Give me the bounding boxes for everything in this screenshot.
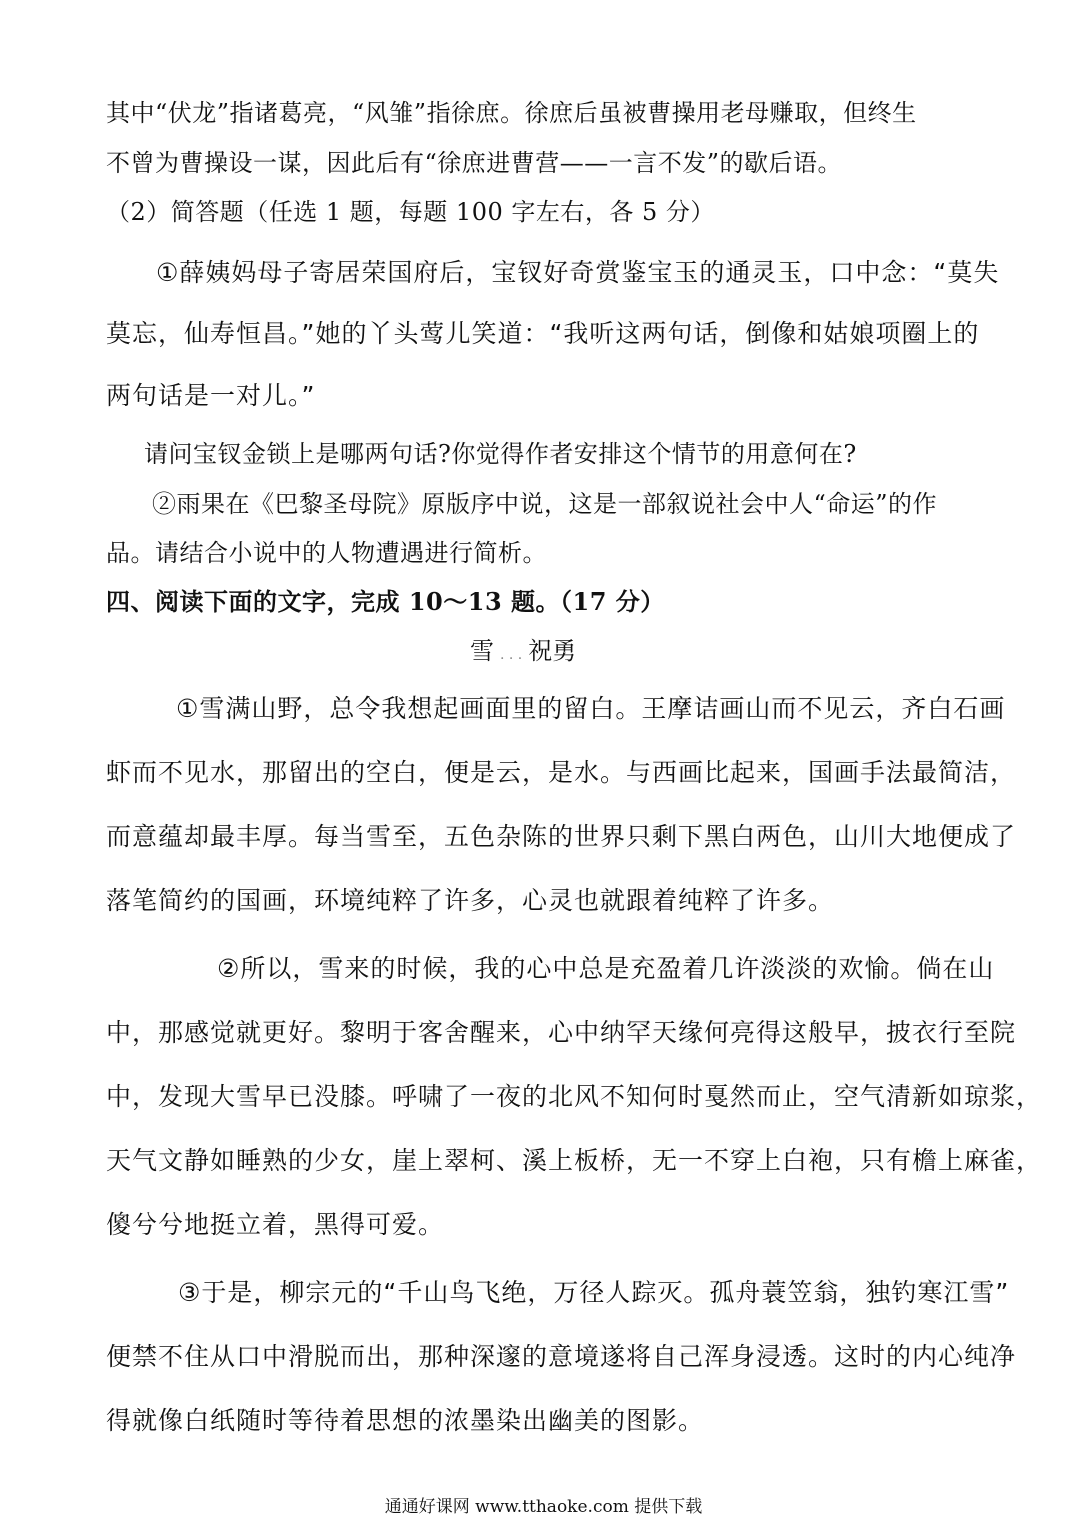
article-p2-line-5: 傻兮兮地挺立着，黑得可爱。 (106, 1210, 445, 1239)
q2-item1-line-1: ①薛姨妈母子寄居荣国府后，宝钗好奇赏鉴宝玉的通灵玉，口中念：“莫失 (156, 258, 1000, 287)
q2-item2-line-2: 品。请结合小说中的人物遭遇进行简析。 (106, 539, 547, 567)
article-p2-line-4: 天气文静如睡熟的少女，崖上翠柯、溪上板桥，无一不穿上白袍，只有檐上麻雀， (106, 1146, 1043, 1175)
article-p2-line-1: ②所以，雪来的时候，我的心中总是充盈着几许淡淡的欢愉。倘在山 (217, 954, 995, 983)
article-p3-line-3: 得就像白纸随时等待着思想的浓墨染出幽美的图影。 (106, 1406, 705, 1435)
article-p3-line-1: ③于是，柳宗元的“千山鸟飞绝，万径人踪灭。孤舟蓑笠翁，独钓寒江雪” (178, 1278, 1010, 1307)
q2-item1-question: 请问宝钗金锁上是哪两句话?你觉得作者安排这个情节的用意何在? (144, 440, 857, 468)
article-p1-line-1: ①雪满山野，总令我想起画面里的留白。王摩诘画山而不见云，齐白石画 (176, 694, 1006, 723)
q2-item1-line-3: 两句话是一对儿。” (106, 381, 316, 410)
article-title-text: 雪 (470, 637, 494, 665)
q2-header: （2）简答题（任选 1 题，每题 100 字左右，各 5 分） (106, 198, 715, 226)
q2-item1-line-2: 莫忘，仙寿恒昌。”她的丫头莺儿笑道：“我听这两句话，倒像和姑娘项圈上的 (106, 319, 980, 348)
article-p1-line-4: 落笔简约的国画，环境纯粹了许多，心灵也就跟着纯粹了许多。 (106, 886, 835, 915)
intro-line-2: 不曾为曹操设一谋，因此后有“徐庶进曹营——一言不发”的歇后语。 (106, 149, 843, 177)
title-dots: . . . (500, 647, 523, 663)
article-p1-line-2: 虾而不见水，那留出的空白，便是云，是水。与西画比起来，国画手法最简洁， (106, 758, 1017, 787)
page-footer: 通通好课网 www.tthaoke.com 提供下载 (384, 1497, 703, 1517)
article-title (470, 636, 576, 670)
article-p3-line-2: 便禁不住从口中滑脱而出，那种深邃的意境遂将自己浑身浸透。这时的内心纯净 (106, 1342, 1017, 1371)
q2-item2-line-1: ②雨果在《巴黎圣母院》原版序中说，这是一部叙说社会中人“命运”的作 (152, 490, 938, 518)
article-p1-line-3: 而意蕴却最丰厚。每当雪至，五色杂陈的世界只剩下黑白两色，山川大地便成了 (106, 822, 1017, 851)
article-author: 祝勇 (528, 637, 577, 665)
article-p2-line-3: 中，发现大雪早已没膝。呼啸了一夜的北风不知何时戛然而止，空气清新如琼浆， (106, 1082, 1043, 1111)
article-p2-line-2: 中，那感觉就更好。黎明于客舍醒来，心中纳罕天缘何亮得这般早，披衣行至院 (106, 1018, 1017, 1047)
section-4-header: 四、阅读下面的文字，完成 10～13 题。（17 分） (106, 587, 665, 616)
intro-line-1: 其中“伏龙”指诸葛亮，“风雏”指徐庶。徐庶后虽被曹操用老母赚取，但终生 (106, 99, 917, 127)
